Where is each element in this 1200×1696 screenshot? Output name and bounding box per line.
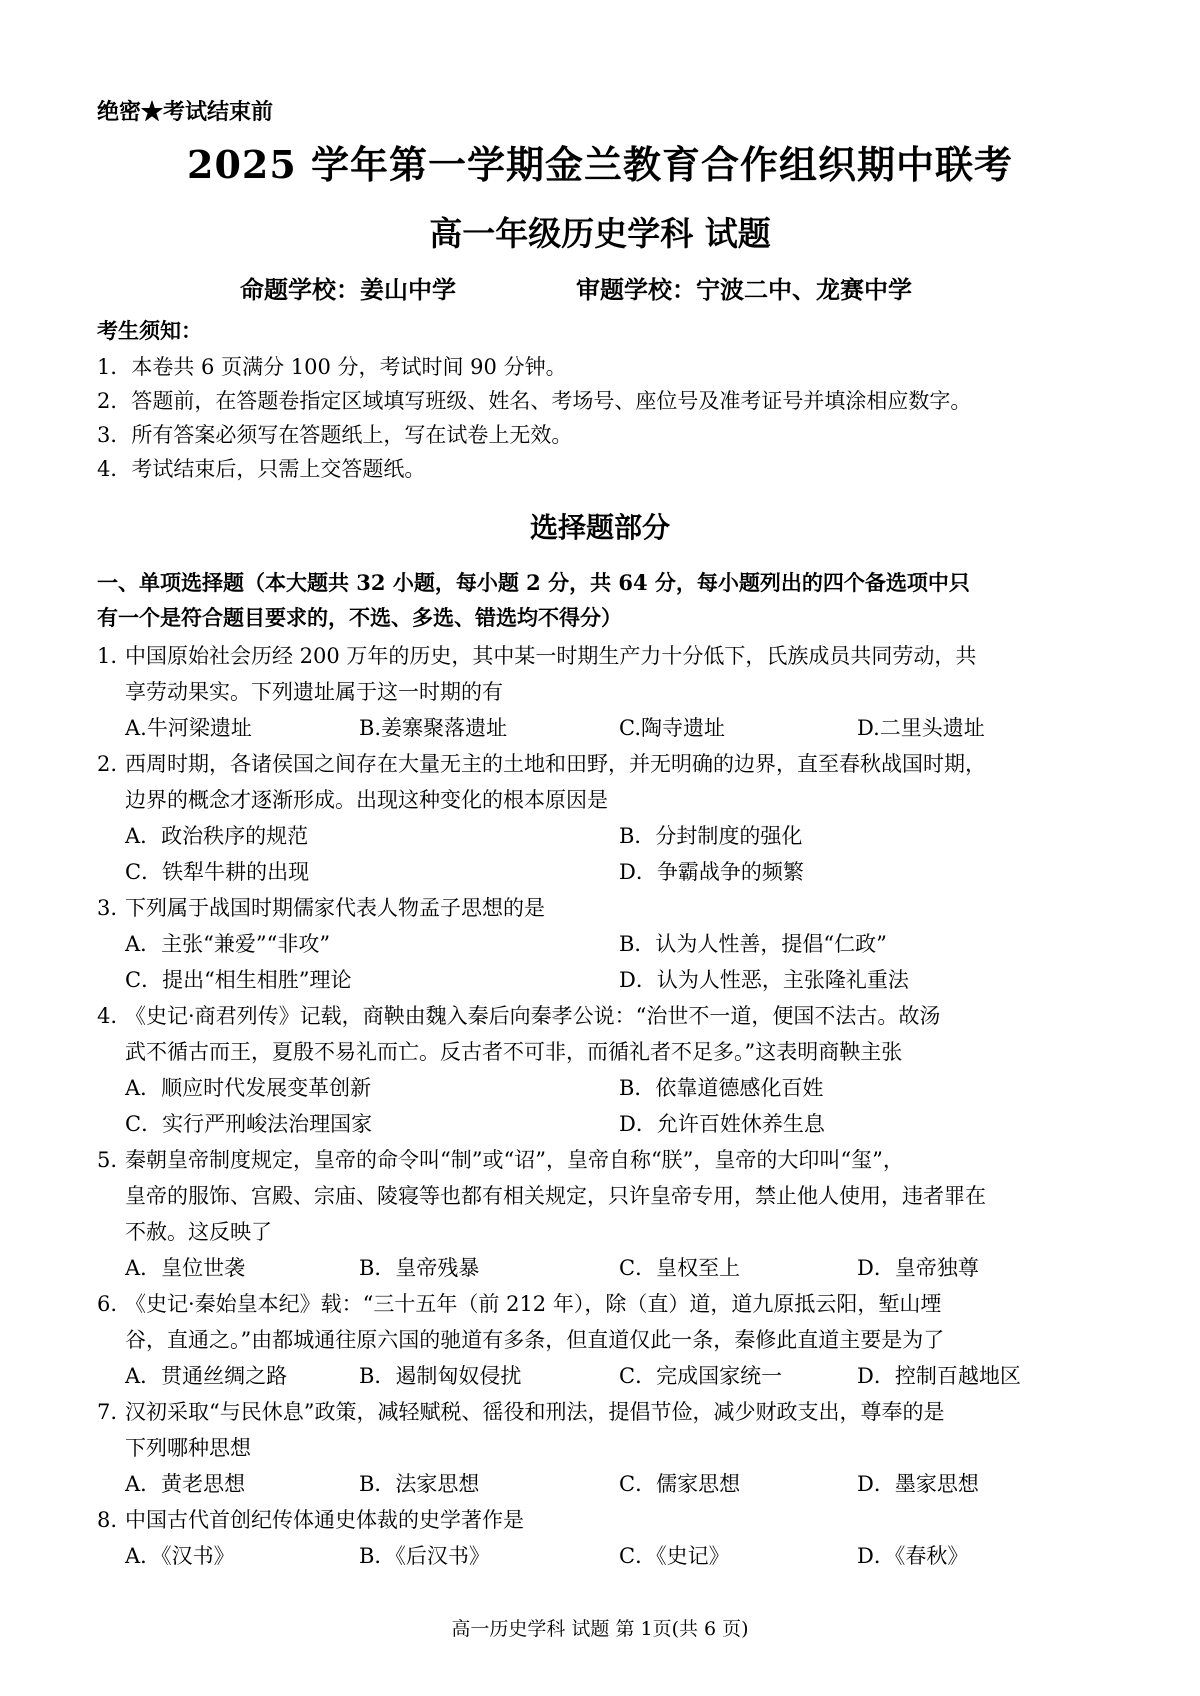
option-row (97, 854, 1122, 890)
question-stem-text: 皇帝的服饰、宫殿、宗庙、陵寝等也都有相关规定，只许皇帝专用，禁止他人使用，违者罪在 (125, 1184, 986, 1208)
exam-subtitle: 高一年级历史学科 试题 (429, 214, 771, 253)
question-stem-line (97, 1322, 1122, 1358)
notice-list (97, 350, 1137, 486)
question-stem-line (97, 1430, 1122, 1466)
question-stem-line (97, 782, 1122, 818)
answer-option: C．完成国家统一 (619, 1364, 783, 1388)
question-stem-text: 秦朝皇帝制度规定，皇帝的命令叫“制”或“诏”，皇帝自称“朕”，皇帝的大印叫“玺”， (125, 1148, 904, 1172)
question-stem-line (97, 1286, 1122, 1322)
setter-school: 命题学校：姜山中学 (240, 275, 456, 304)
question-stem-line (97, 1394, 1122, 1430)
part-heading-line: 有一个是符合题目要求的，不选、多选、错选均不得分） (97, 605, 622, 630)
answer-option: A．主张“兼爱”“非攻” (125, 932, 331, 956)
answer-option: D．墨家思想 (857, 1472, 979, 1496)
answer-option: C.陶寺遗址 (619, 716, 725, 740)
option-row (97, 1358, 1122, 1394)
question-stem-text: 下列属于战国时期儒家代表人物孟子思想的是 (125, 896, 545, 920)
question-stem-line (97, 1178, 1122, 1214)
question-stem-text: 武不循古而王，夏殷不易礼而亡。反古者不可非，而循礼者不足多。”这表明商鞅主张 (125, 1040, 903, 1064)
option-row (97, 1250, 1122, 1286)
answer-option: B.姜寨聚落遗址 (359, 716, 508, 740)
question-stem-text: 谷，直通之。”由都城通往原六国的驰道有多条，但直道仅此一条，秦修此直道主要是为了 (125, 1328, 945, 1352)
section-title: 选择题部分 (529, 511, 670, 544)
option-row (97, 1538, 1122, 1574)
notice-heading: 考生须知： (97, 318, 202, 343)
answer-option: D.二里头遗址 (857, 716, 985, 740)
exam-title: 2025 学年第一学期金兰教育合作组织期中联考 (187, 142, 1013, 187)
answer-option: D．争霸战争的频繁 (619, 860, 804, 884)
question-stem-line (97, 1502, 1122, 1538)
answer-option: A．黄老思想 (125, 1472, 246, 1496)
question-stem-line (97, 1214, 1122, 1250)
part-heading (97, 565, 1117, 635)
question-list (97, 638, 1122, 1574)
question-stem-text: 《史记·商君列传》记载，商鞅由魏入秦后向秦孝公说：“治世不一道，便国不法古。故汤 (125, 1004, 941, 1028)
question-stem-line (97, 1034, 1122, 1070)
answer-option: C．《史记》 (619, 1544, 730, 1568)
answer-option: A．皇位世袭 (125, 1256, 246, 1280)
question-stem-text: 汉初采取“与民休息”政策，减轻赋税、徭役和刑法，提倡节俭，减少财政支出，尊奉的是 (125, 1400, 945, 1424)
answer-option: B．皇帝残暴 (359, 1256, 480, 1280)
part-heading-line: 一、单项选择题（本大题共 32 小题，每小题 2 分，共 64 分，每小题列出的四个备选项中只 (97, 570, 970, 595)
question-number: 2. (97, 752, 118, 776)
answer-option: B．分封制度的强化 (619, 824, 803, 848)
question-number: 1. (97, 644, 118, 668)
question-stem-text: 不赦。这反映了 (125, 1220, 272, 1244)
notice-item: 4．考试结束后，只需上交答题纸。 (97, 457, 426, 481)
option-row (97, 1106, 1122, 1142)
answer-option: A.牛河梁遗址 (125, 716, 252, 740)
question-number: 6. (97, 1292, 118, 1316)
option-row (97, 926, 1122, 962)
reviewer-school: 审题学校：宁波二中、龙赛中学 (576, 275, 912, 304)
answer-option: B．法家思想 (359, 1472, 480, 1496)
option-row (97, 1466, 1122, 1502)
answer-option: A．顺应时代发展变革创新 (125, 1076, 372, 1100)
option-row (97, 818, 1122, 854)
notice-item: 3．所有答案必须写在答题纸上，写在试卷上无效。 (97, 423, 573, 447)
answer-option: B．依靠道德感化百姓 (619, 1076, 824, 1100)
answer-option: B．认为人性善，提倡“仁政” (619, 932, 887, 956)
question-stem-text: 边界的概念才逐渐形成。出现这种变化的根本原因是 (125, 788, 608, 812)
answer-option: D．认为人性恶，主张隆礼重法 (619, 968, 909, 992)
question-number: 4. (97, 1004, 118, 1028)
confidential-label: 绝密★考试结束前 (97, 99, 274, 125)
answer-option: A．政治秩序的规范 (125, 824, 309, 848)
answer-option: B．《后汉书》 (359, 1544, 490, 1568)
question-stem-line (97, 1142, 1122, 1178)
option-row (97, 962, 1122, 998)
answer-option: C．皇权至上 (619, 1256, 741, 1280)
question-stem-text: 西周时期，各诸侯国之间存在大量无主的土地和田野，并无明确的边界，直至春秋战国时期， (125, 752, 986, 776)
answer-option: C．铁犁牛耕的出现 (125, 860, 310, 884)
question-stem-text: 中国古代首创纪传体通史体裁的史学著作是 (125, 1508, 524, 1532)
question-stem-text: 中国原始社会历经 200 万年的历史，其中某一时期生产力十分低下，氏族成员共同劳动，共 (125, 644, 977, 668)
answer-option: D．皇帝独尊 (857, 1256, 979, 1280)
question-number: 8. (97, 1508, 118, 1532)
answer-option: C．儒家思想 (619, 1472, 741, 1496)
answer-option: A．《汉书》 (125, 1544, 235, 1568)
notice-item: 1．本卷共 6 页满分 100 分，考试时间 90 分钟。 (97, 355, 567, 379)
question-number: 3. (97, 896, 118, 920)
answer-option: D．《春秋》 (857, 1544, 969, 1568)
question-stem-text: 享劳动果实。下列遗址属于这一时期的有 (125, 680, 503, 704)
answer-option: C．实行严刑峻法治理国家 (125, 1112, 373, 1136)
option-row (97, 1070, 1122, 1106)
question-number: 5. (97, 1148, 118, 1172)
option-row (97, 710, 1122, 746)
answer-option: D．允许百姓休养生息 (619, 1112, 825, 1136)
question-stem-text: 《史记·秦始皇本纪》载：“三十五年（前 212 年），除（直）道，道九原抵云阳，堑山堙 (125, 1292, 942, 1316)
question-stem-line (97, 746, 1122, 782)
question-stem-line (97, 638, 1122, 674)
answer-option: B．遏制匈奴侵扰 (359, 1364, 522, 1388)
question-stem-text: 下列哪种思想 (125, 1436, 251, 1460)
question-stem-line (97, 890, 1122, 926)
answer-option: D．控制百越地区 (857, 1364, 1021, 1388)
answer-option: C．提出“相生相胜”理论 (125, 968, 352, 992)
answer-option: A．贯通丝绸之路 (125, 1364, 288, 1388)
question-stem-line (97, 674, 1122, 710)
notice-item: 2．答题前，在答题卷指定区域填写班级、姓名、考场号、座位号及准考证号并填涂相应数字。 (97, 389, 972, 413)
page-footer: 高一历史学科 试题 第 1页(共 6 页) (451, 1618, 749, 1640)
question-number: 7. (97, 1400, 118, 1424)
question-stem-line (97, 998, 1122, 1034)
